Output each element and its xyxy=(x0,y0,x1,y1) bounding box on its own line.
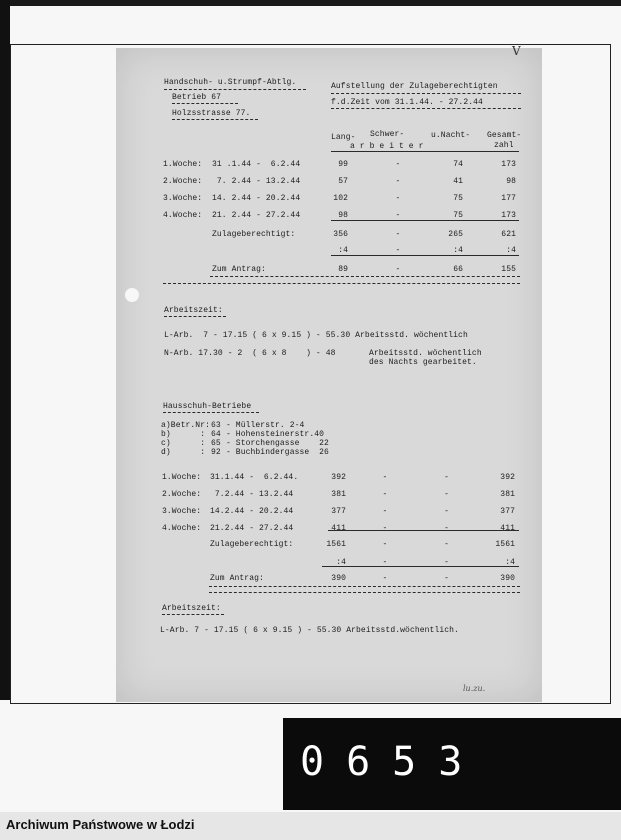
col-zahl: zahl xyxy=(494,141,514,150)
nacht-value: - xyxy=(444,507,449,516)
punch-hole xyxy=(125,288,139,302)
antrag-label: Zum Antrag: xyxy=(210,574,264,583)
betrieb-number: 64 xyxy=(211,430,221,439)
sum-schwer: - xyxy=(382,540,388,549)
l-arb-line: L-Arb. 7 - 17.15 ( 6 x 9.15 ) - 55.30 Arbeitsstd. wöchentlich xyxy=(164,331,468,340)
divider xyxy=(163,283,520,284)
nacht-value: 41 xyxy=(453,177,463,186)
n-arb-unit: Arbeitsstd. wöchentlich xyxy=(369,349,482,358)
sum-total: 1561 xyxy=(495,540,515,549)
betrieb-address: - Storchengasse 22 xyxy=(226,439,329,448)
lang-value: 411 xyxy=(331,524,346,533)
antrag-schwer: - xyxy=(382,574,388,583)
date-range: 31.1.44 - 6.2.44. xyxy=(210,473,299,482)
betrieb: Betrieb 67 xyxy=(172,93,222,102)
total-value: 98 xyxy=(506,177,516,186)
scan-border-top xyxy=(0,0,621,6)
betrieb-number: 92 xyxy=(211,448,221,457)
divider xyxy=(162,614,224,615)
lang-value: 102 xyxy=(333,194,348,203)
week-label: 2.Woche: xyxy=(162,490,202,499)
betrieb-address: - Hohensteinerstr.40 xyxy=(226,430,325,439)
col-lang: Lang- xyxy=(331,133,356,142)
divider xyxy=(172,103,238,104)
antrag-nacht: 66 xyxy=(453,265,463,274)
div-rule xyxy=(331,255,519,256)
total-value: 173 xyxy=(501,160,516,169)
street: Holzsstrasse 77. xyxy=(172,109,251,118)
reference-number: 0653 xyxy=(300,739,485,785)
divider xyxy=(331,108,521,109)
col-nacht: u.Nacht- xyxy=(431,131,471,140)
schwer-value: - xyxy=(395,177,401,186)
div-lang: :4 xyxy=(336,558,346,567)
div-lang: :4 xyxy=(338,246,348,255)
l-arb-line-2: L-Arb. 7 - 17.15 ( 6 x 9.15 ) - 55.30 Arbeitsstd.wöchentlich. xyxy=(160,626,459,635)
sum-total: 621 xyxy=(501,230,516,239)
antrag-schwer: - xyxy=(395,265,401,274)
divider xyxy=(172,119,258,120)
lang-value: 99 xyxy=(338,160,348,169)
sum-lang: 1561 xyxy=(326,540,346,549)
date-range: 21.2.44 - 27.2.44 xyxy=(210,524,294,533)
schwer-value: - xyxy=(395,194,401,203)
betrieb-address: - Buchbindergasse 26 xyxy=(226,448,329,457)
date-range: 7. 2.44 - 13.2.44 xyxy=(212,177,301,186)
hausschuh-title: Hausschuh-Betriebe xyxy=(163,402,252,411)
betrieb-number: 65 xyxy=(211,439,221,448)
nacht-value: 75 xyxy=(453,194,463,203)
corner-mark: V xyxy=(512,44,521,58)
n-arb-line: N-Arb. 17.30 - 2 ( 6 x 8 ) - 48 xyxy=(164,349,336,358)
schwer-value: - xyxy=(382,490,388,499)
date-range: 7.2.44 - 13.2.44 xyxy=(210,490,294,499)
div-nacht: - xyxy=(444,558,449,567)
week-label: 3.Woche: xyxy=(163,194,203,203)
header-rule xyxy=(331,151,519,152)
total-value: 381 xyxy=(500,490,515,499)
antrag-lang: 89 xyxy=(338,265,348,274)
date-range: 14. 2.44 - 20.2.44 xyxy=(212,194,301,203)
arbeitszeit-label-2: Arbeitszeit: xyxy=(162,604,221,613)
week-label: 3.Woche: xyxy=(162,507,202,516)
total-value: 173 xyxy=(501,211,516,220)
scan-border-left xyxy=(0,0,10,700)
divider xyxy=(209,586,520,587)
total-value: 177 xyxy=(501,194,516,203)
sum-lang: 356 xyxy=(333,230,348,239)
nacht-value: 74 xyxy=(453,160,463,169)
total-value: 377 xyxy=(500,507,515,516)
sum-nacht: 265 xyxy=(448,230,463,239)
arbeitszeit-label: Arbeitszeit: xyxy=(164,306,223,315)
antrag-lang: 390 xyxy=(331,574,346,583)
date-range: 31 .1.44 - 6.2.44 xyxy=(212,160,301,169)
week-label: 1.Woche: xyxy=(162,473,202,482)
nacht-value: 75 xyxy=(453,211,463,220)
antrag-total: 390 xyxy=(500,574,515,583)
schwer-value: - xyxy=(395,160,401,169)
total-value: 411 xyxy=(500,524,515,533)
handwritten-note: lu.zu. xyxy=(463,684,486,693)
sum-rule xyxy=(331,220,519,221)
total-value: 392 xyxy=(500,473,515,482)
div-schwer: - xyxy=(382,558,388,567)
divider xyxy=(163,412,259,413)
antrag-total: 155 xyxy=(501,265,516,274)
dept-name: Handschuh- u.Strumpf-Abtlg. xyxy=(164,78,297,87)
nacht-value: - xyxy=(444,473,449,482)
document-title: Aufstellung der Zulageberechtigten xyxy=(331,82,498,91)
betrieb-key: b) : xyxy=(161,430,206,439)
div-nacht: :4 xyxy=(453,246,463,255)
betrieb-key: c) : xyxy=(161,439,206,448)
nacht-value: - xyxy=(444,490,449,499)
divider xyxy=(331,93,521,94)
betrieb-key: d) : xyxy=(161,448,206,457)
sum-label: Zulageberechtigt: xyxy=(210,540,294,549)
sum-rule xyxy=(328,530,519,531)
betrieb-key: a)Betr.Nr: xyxy=(161,421,211,430)
sum-schwer: - xyxy=(395,230,401,239)
period: f.d.Zeit vom 31.1.44. - 27.2.44 xyxy=(331,98,483,107)
lang-value: 377 xyxy=(331,507,346,516)
betrieb-address: - Müllerstr. 2-4 xyxy=(226,421,305,430)
div-schwer: - xyxy=(395,246,401,255)
sum-nacht: - xyxy=(444,540,449,549)
week-label: 4.Woche: xyxy=(162,524,202,533)
divider xyxy=(164,89,306,90)
schwer-value: - xyxy=(382,524,388,533)
div-rule xyxy=(322,566,519,567)
col-gesamt: Gesamt- xyxy=(487,131,522,140)
sum-label: Zulageberechtigt: xyxy=(212,230,296,239)
antrag-label: Zum Antrag: xyxy=(212,265,266,274)
week-label: 4.Woche: xyxy=(163,211,203,220)
date-range: 14.2.44 - 20.2.44 xyxy=(210,507,294,516)
lang-value: 57 xyxy=(338,177,348,186)
lang-value: 98 xyxy=(338,211,348,220)
divider xyxy=(210,276,520,277)
schwer-value: - xyxy=(395,211,401,220)
schwer-value: - xyxy=(382,507,388,516)
schwer-value: - xyxy=(382,473,388,482)
antrag-nacht: - xyxy=(444,574,449,583)
n-arb-note: des Nachts gearbeitet. xyxy=(369,358,477,367)
archive-name: Archiwum Państwowe w Łodzi xyxy=(6,817,195,832)
div-total: :4 xyxy=(506,246,516,255)
nacht-value: - xyxy=(444,524,449,533)
divider xyxy=(164,316,226,317)
week-label: 2.Woche: xyxy=(163,177,203,186)
lang-value: 392 xyxy=(331,473,346,482)
div-total: :4 xyxy=(505,558,515,567)
betrieb-number: 63 xyxy=(211,421,221,430)
week-label: 1.Woche: xyxy=(163,160,203,169)
lang-value: 381 xyxy=(331,490,346,499)
col-schwer: Schwer- xyxy=(370,130,405,139)
col-arbeiter: a r b e i t e r xyxy=(350,142,424,151)
divider xyxy=(209,592,520,593)
date-range: 21. 2.44 - 27.2.44 xyxy=(212,211,301,220)
